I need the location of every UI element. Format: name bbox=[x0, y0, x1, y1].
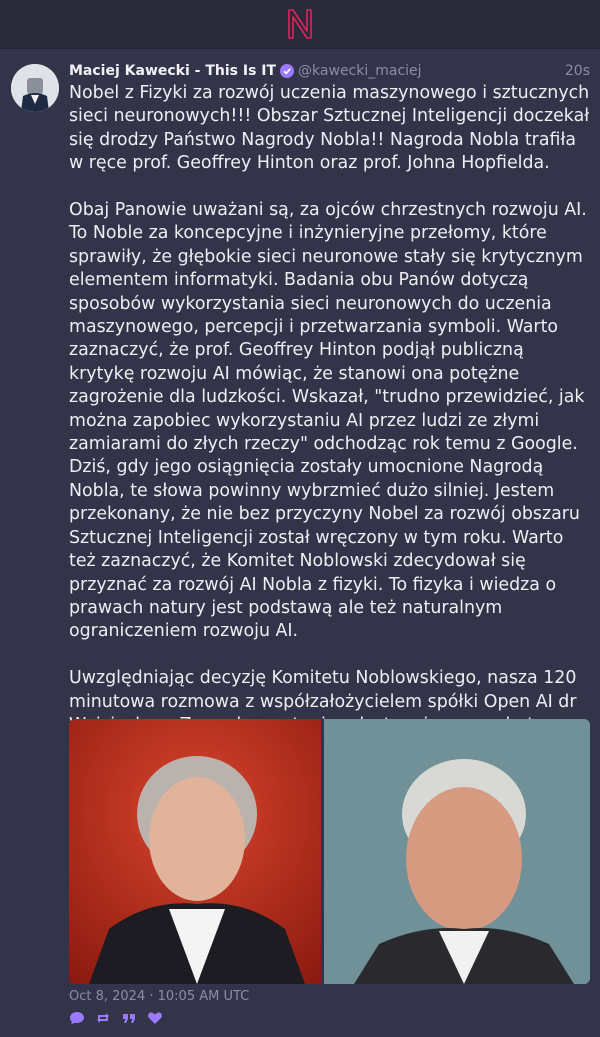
retweet-icon[interactable] bbox=[95, 1011, 111, 1025]
quote-icon[interactable] bbox=[121, 1011, 137, 1025]
tweet-media[interactable] bbox=[69, 719, 590, 984]
tweet-paragraph: Uwzględniając decyzję Komitetu Noblowskiego, nasza 120 minutowa rozmowa z współzałożycielem spółki Open AI dr bbox=[69, 668, 577, 712]
avatar[interactable] bbox=[11, 64, 59, 112]
author-handle[interactable]: @kawecki_maciej bbox=[298, 63, 422, 79]
like-icon[interactable] bbox=[147, 1011, 163, 1025]
tweet-paragraph: Nobel z Fizyki za rozwój uczenia maszynowego i sztucznych sieci neuronowych!!! Obszar Sztucznej Inteligencji doczekał się drodzy Państwo Nagrody Nobla!! Nagroda Nobla trafiła w ręce prof. Geoffrey Hinton oraz prof. Johna Hopfielda. bbox=[69, 83, 590, 174]
logo-icon[interactable] bbox=[285, 7, 315, 41]
photo-john-hopfield[interactable] bbox=[324, 719, 590, 984]
author-name[interactable]: Maciej Kawecki - This Is IT bbox=[69, 63, 277, 79]
photo-geoffrey-hinton[interactable] bbox=[69, 719, 321, 984]
tweet-actions bbox=[69, 1011, 163, 1025]
tweet-time[interactable]: 20s bbox=[564, 63, 590, 79]
tweet-timestamp[interactable]: Oct 8, 2024 · 10:05 AM UTC bbox=[69, 989, 250, 1004]
reply-icon[interactable] bbox=[69, 1011, 85, 1025]
verified-badge-icon bbox=[280, 64, 294, 78]
tweet-text bbox=[69, 82, 593, 784]
tweet-paragraph: Obaj Panowie uważani są, za ojców chrzestnych rozwoju AI. To Noble za koncepcyjne i inżynieryjne przełomy, które sprawiły, że głębokie sieci neuronowe stały się krytycznym elementem informatyki. Badania obu Panów dotyczą sposobów wykorzystania sieci neuronowych do uczenia maszynowego, percepcji i przetwarzania symboli. Warto zaznaczyć, że prof. Geoffrey Hinton podjął publiczną krytykę rozwoju AI mówiąc, że stanowi ona potężne zagrożenie dla ludzkości. Wskazał, "trudno przewidzieć, jak można zapobiec wykorzystaniu AI przez ludzi ze złymi zamiarami do złych rzeczy" odchodząc rok temu z Google. Dziś, gdy jego osiągnięcia zostały umocnione Nagrodą Nobla, te słowa powinny wybrzmieć dużo silniej. Jestem przekonany, że nie bez przyczyny Nobel za rozwój obszaru Sztucznej Inteligencji został wręczony w tym roku. Warto też zaznaczyć, że Komitet Noblowski zdecydował się przyznać za rozwój AI Nobla z fizyki. To fizyka i wiedza o prawach natury jest podstawą ale też naturalnym ograniczeniem rozwoju AI. bbox=[69, 200, 587, 642]
tweet-header bbox=[69, 61, 590, 81]
top-bar bbox=[0, 0, 600, 49]
